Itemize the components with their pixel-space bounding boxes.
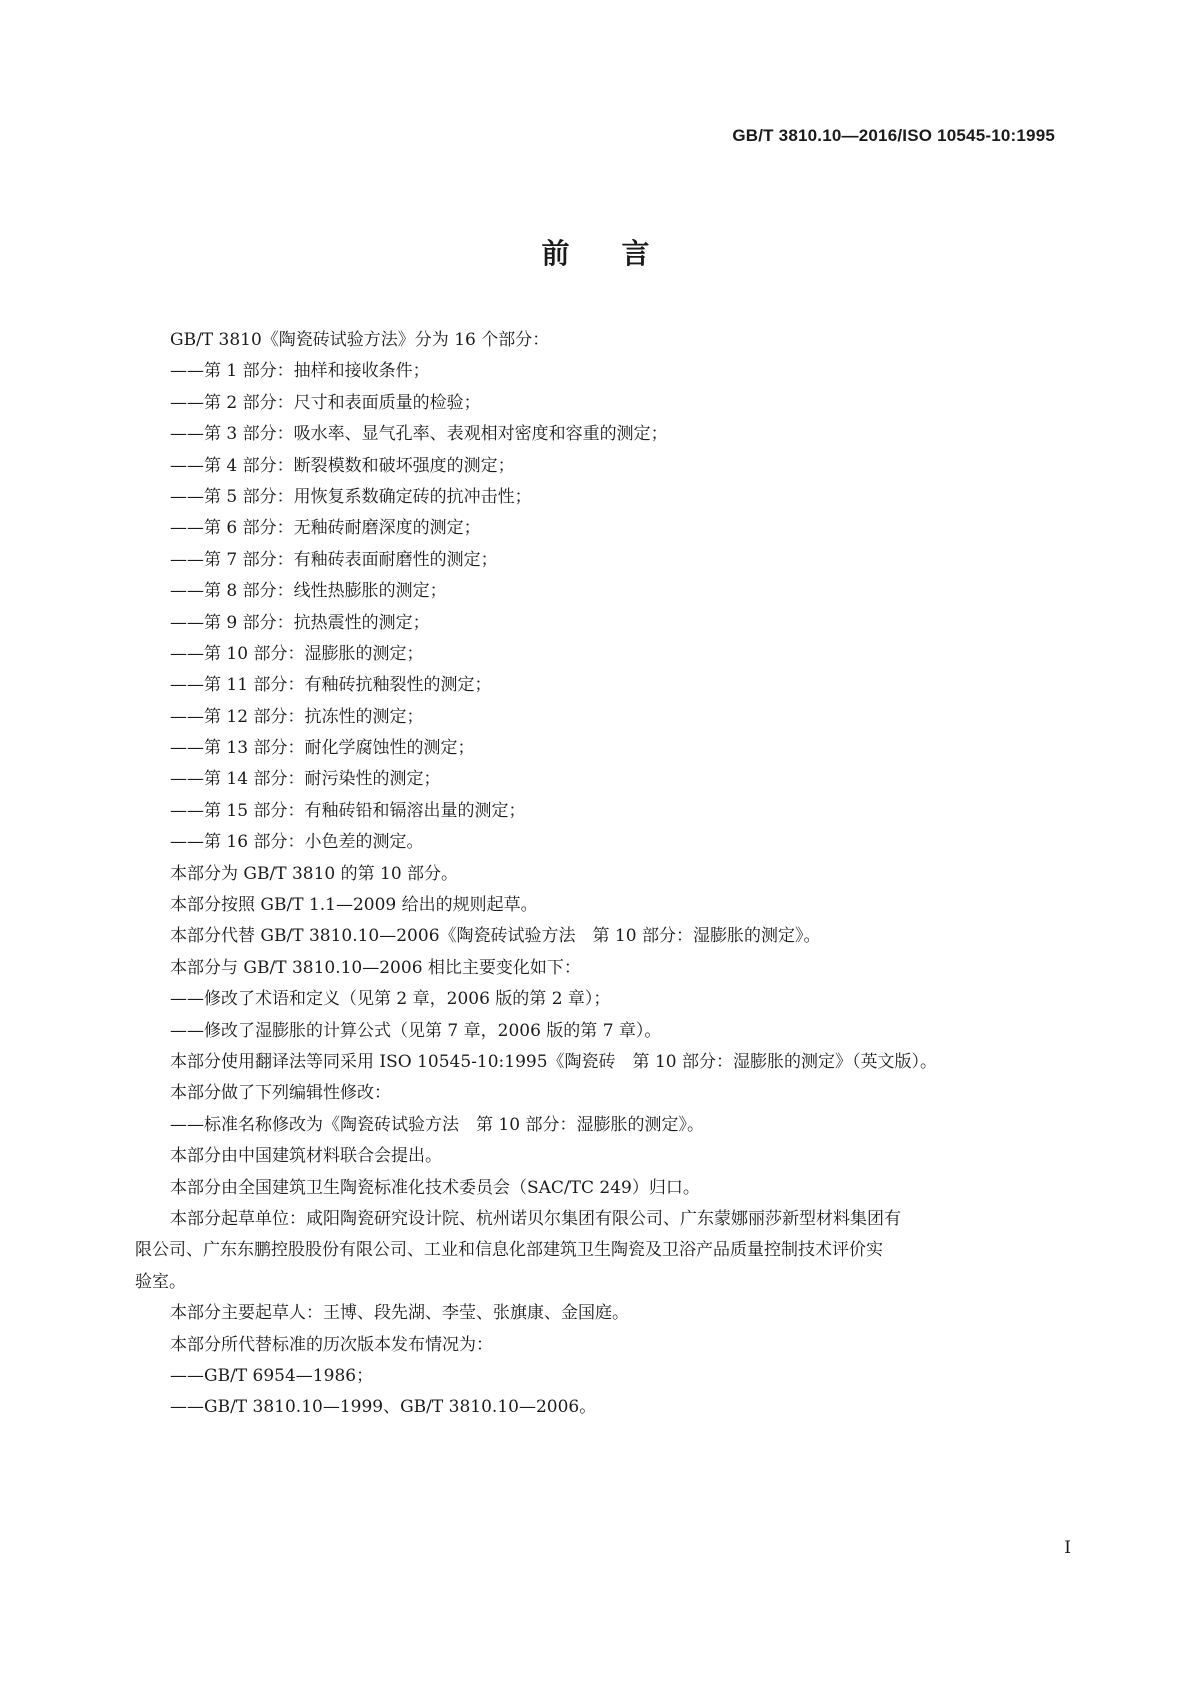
- body-line: ——第 4 部分：断裂模数和破坏强度的测定；: [170, 455, 515, 476]
- body-line: 本部分由中国建筑材料联合会提出。: [170, 1146, 442, 1167]
- body-line: ——第 3 部分：吸水率、显气孔率、表观相对密度和容重的测定；: [170, 424, 668, 445]
- body-line: ——第 16 部分：小色差的测定。: [170, 832, 424, 853]
- body-line: 本部分代替 GB/T 3810.10—2006《陶瓷砖试验方法 第 10 部分：湿膨胀的测定》。: [170, 926, 821, 947]
- body-line: ——GB/T 3810.10—1999、GB/T 3810.10—2006。: [170, 1397, 597, 1418]
- body-line: ——第 5 部分：用恢复系数确定砖的抗冲击性；: [170, 486, 532, 507]
- body-line: 本部分主要起草人：王博、段先湖、李莹、张旗康、金国庭。: [170, 1303, 629, 1324]
- page-title: 前言: [541, 237, 702, 270]
- body-line: 本部分所代替标准的历次版本发布情况为：: [170, 1334, 493, 1355]
- body-line: 本部分与 GB/T 3810.10—2006 相比主要变化如下：: [170, 957, 581, 978]
- body-line: 本部分使用翻译法等同采用 ISO 10545-10:1995《陶瓷砖 第 10 部分：湿膨胀的测定》（英文版）。: [170, 1051, 937, 1072]
- drafting-units-line: 本部分起草单位：咸阳陶瓷研究设计院、杭州诺贝尔集团有限公司、广东蒙娜丽莎新型材料集团有: [170, 1208, 901, 1229]
- body-line: GB/T 3810《陶瓷砖试验方法》分为 16 个部分：: [170, 330, 550, 350]
- body-line: ——第 12 部分：抗冻性的测定；: [170, 706, 424, 727]
- body-line: ——第 15 部分：有釉砖铅和镉溶出量的测定；: [170, 800, 526, 821]
- body-line: 本部分由全国建筑卫生陶瓷标准化技术委员会（SAC/TC 249）归口。: [170, 1177, 700, 1198]
- body-line: ——GB/T 6954—1986；: [170, 1365, 374, 1386]
- foreword-body: [135, 325, 1058, 1424]
- body-line: 本部分为 GB/T 3810 的第 10 部分。: [170, 863, 459, 884]
- body-line: 本部分做了下列编辑性修改：: [170, 1083, 391, 1104]
- body-line: ——标准名称修改为《陶瓷砖试验方法 第 10 部分：湿膨胀的测定》。: [170, 1114, 704, 1135]
- body-line: ——第 11 部分：有釉砖抗釉裂性的测定；: [170, 675, 492, 696]
- body-line: ——第 6 部分：无釉砖耐磨深度的测定；: [170, 518, 481, 539]
- body-line: ——第 8 部分：线性热膨胀的测定；: [170, 581, 447, 602]
- body-line: ——修改了湿膨胀的计算公式（见第 7 章，2006 版的第 7 章）。: [170, 1020, 662, 1041]
- page-number: I: [1064, 1538, 1071, 1558]
- header-standard-code: GB/T 3810.10—2016/ISO 10545-10:1995: [732, 126, 1055, 145]
- body-line: ——第 7 部分：有釉砖表面耐磨性的测定；: [170, 549, 498, 570]
- drafting-units-line: 限公司、广东东鹏控股股份有限公司、工业和信息化部建筑卫生陶瓷及卫浴产品质量控制技术评价实: [135, 1240, 883, 1261]
- body-line: ——第 10 部分：湿膨胀的测定；: [170, 643, 424, 664]
- body-line: 本部分按照 GB/T 1.1—2009 给出的规则起草。: [170, 895, 538, 916]
- body-line: ——第 1 部分：抽样和接收条件；: [170, 361, 430, 382]
- body-line: ——第 14 部分：耐污染性的测定；: [170, 769, 441, 790]
- body-line: ——第 9 部分：抗热震性的测定；: [170, 612, 430, 633]
- drafting-units-paragraph: [135, 1204, 1058, 1298]
- body-line: ——修改了术语和定义（见第 2 章，2006 版的第 2 章）；: [170, 989, 611, 1010]
- drafting-units-line: 验室。: [135, 1271, 186, 1292]
- body-line: ——第 13 部分：耐化学腐蚀性的测定；: [170, 738, 475, 759]
- body-line: ——第 2 部分：尺寸和表面质量的检验；: [170, 392, 481, 413]
